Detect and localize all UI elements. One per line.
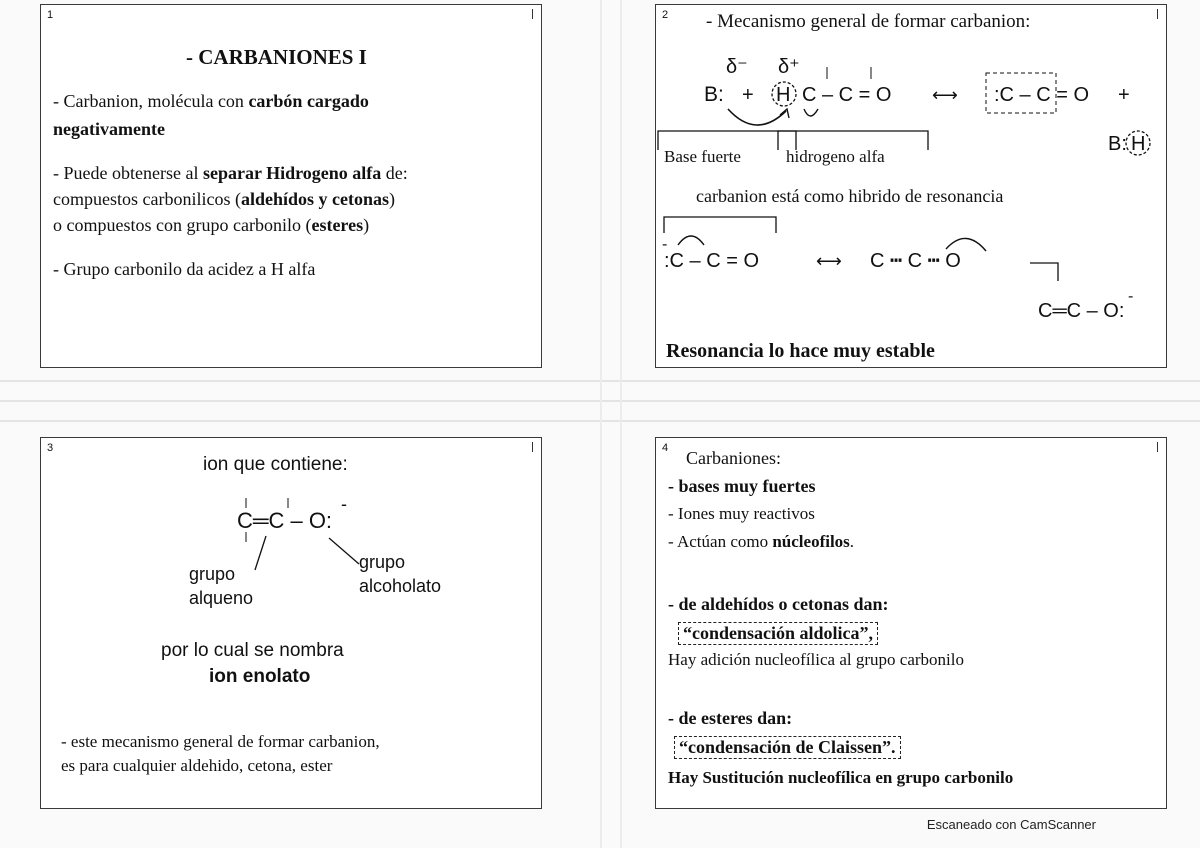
slide-title: - Mecanismo general de formar carbanion: — [706, 11, 1031, 32]
text: - Carbanion, molécula con — [53, 91, 249, 111]
aldehyde-heading: - de aldehídos o cetonas dan: — [668, 594, 889, 614]
slide-title: - CARBANIONES I — [186, 45, 367, 69]
slide-2 — [655, 4, 1167, 368]
text-bold: aldehídos y cetonas — [240, 189, 389, 209]
reaction-arrow — [1030, 263, 1058, 281]
aldol-reaction: “condensación aldolica”, — [678, 622, 878, 645]
text: de: — [381, 163, 408, 183]
enolate-structure — [41, 438, 541, 808]
pointer-line — [255, 536, 266, 570]
paragraph-definition — [53, 91, 369, 112]
hydrogen-atom: H — [776, 84, 791, 106]
list-item: - bases muy fuertes — [668, 476, 816, 496]
note-line: - este mecanismo general de formar carbanion, — [61, 732, 380, 751]
ester-description: Hay Sustitución nucleofílica en grupo carbonilo — [668, 768, 1014, 787]
slide-mark — [532, 9, 533, 19]
base-symbol: B: — [704, 83, 724, 106]
text-bold: esteres — [311, 215, 364, 235]
resonance-form-1: :C – C = O — [664, 250, 760, 272]
resonance-form-2: C ┅ C ┅ O — [870, 250, 961, 272]
text: - Puede obtenerse al — [53, 163, 203, 183]
scan-line — [600, 0, 602, 848]
name-line: por lo cual se nombra — [161, 640, 344, 661]
text: ) — [363, 215, 370, 235]
paragraph-acidity: - Grupo carbonilo da acidez a H alfa — [53, 259, 316, 279]
electron-arrow — [728, 109, 786, 125]
ester-heading: - de esteres dan: — [668, 708, 793, 728]
text-bold: separar Hidrogeno alfa — [202, 163, 382, 183]
charge: - — [341, 494, 347, 514]
slide-4 — [655, 437, 1167, 809]
text: compuestos carbonilicos ( — [53, 189, 241, 209]
hybrid-text: carbanion está como hibrido de resonancia — [696, 186, 1004, 206]
arrow-head — [780, 109, 789, 118]
paragraph-obtain — [53, 163, 408, 184]
text: - Actúan como — [668, 532, 773, 551]
delta-plus: δ⁺ — [778, 56, 800, 78]
slide-title: Carbaniones: — [686, 448, 781, 468]
text: ) — [389, 189, 395, 209]
charge: - — [662, 236, 668, 253]
resonance-arrow: ⟷ — [816, 251, 842, 271]
scanner-watermark: Escaneado con CamScanner — [926, 817, 1096, 832]
claisen-reaction: “condensación de Claissen”. — [674, 736, 901, 759]
hydrogen-atom: H — [1131, 133, 1146, 155]
base-symbol: B: — [1108, 133, 1127, 155]
carbanion-chain: :C – C = O — [994, 84, 1090, 106]
label-base: Base fuerte — [664, 147, 741, 166]
carbon-chain: C – C = O — [802, 84, 892, 106]
resonance-form-3: C═C – O: — [1038, 300, 1125, 322]
slide-3 — [40, 437, 542, 809]
slide-1 — [40, 4, 542, 368]
resonance-arrow: ⟷ — [932, 85, 958, 105]
plus-sign: + — [742, 84, 754, 106]
electron-arrow — [804, 109, 818, 116]
paragraph-carbonyl — [53, 189, 395, 210]
label-hydrogen: hidrogeno alfa — [786, 147, 885, 166]
slide-mark — [1157, 442, 1158, 452]
list-item — [668, 532, 854, 552]
conclusion: Resonancia lo hace muy estable — [666, 340, 935, 362]
scan-line — [620, 0, 622, 848]
label-alcoholate: alcoholato — [359, 576, 442, 596]
pointer-line — [329, 538, 359, 564]
label-alkene: alqueno — [189, 588, 254, 608]
label-alkene: grupo — [189, 564, 236, 584]
bracket — [664, 217, 776, 233]
electron-arrow — [678, 236, 704, 245]
label-alcoholate: grupo — [359, 552, 406, 572]
slide-number: 2 — [662, 9, 669, 21]
text: . — [849, 532, 855, 551]
slide-number: 4 — [662, 442, 669, 454]
aldehyde-description: Hay adición nucleofílica al grupo carbonilo — [668, 650, 964, 669]
text-bold: núcleofilos — [772, 532, 850, 551]
plus-sign: + — [1118, 84, 1130, 106]
mechanism-diagram — [656, 5, 1166, 367]
text-bold: negativamente — [53, 119, 165, 139]
list-item: - Iones muy reactivos — [668, 504, 815, 523]
slide-heading: ion que contiene: — [203, 454, 348, 475]
note-line: es para cualquier aldehido, cetona, ester — [61, 756, 333, 775]
ion-name: ion enolato — [209, 666, 311, 687]
delta-minus: δ⁻ — [726, 56, 748, 78]
text-bold: carbón cargado — [248, 91, 369, 111]
paragraph-esters — [53, 215, 369, 236]
enolate-formula: C═C – O: — [237, 508, 333, 533]
slide-number: 1 — [47, 9, 54, 21]
slide-number: 3 — [47, 442, 54, 454]
text: o compuestos con grupo carbonilo ( — [53, 215, 312, 235]
charge: - — [1128, 288, 1134, 305]
